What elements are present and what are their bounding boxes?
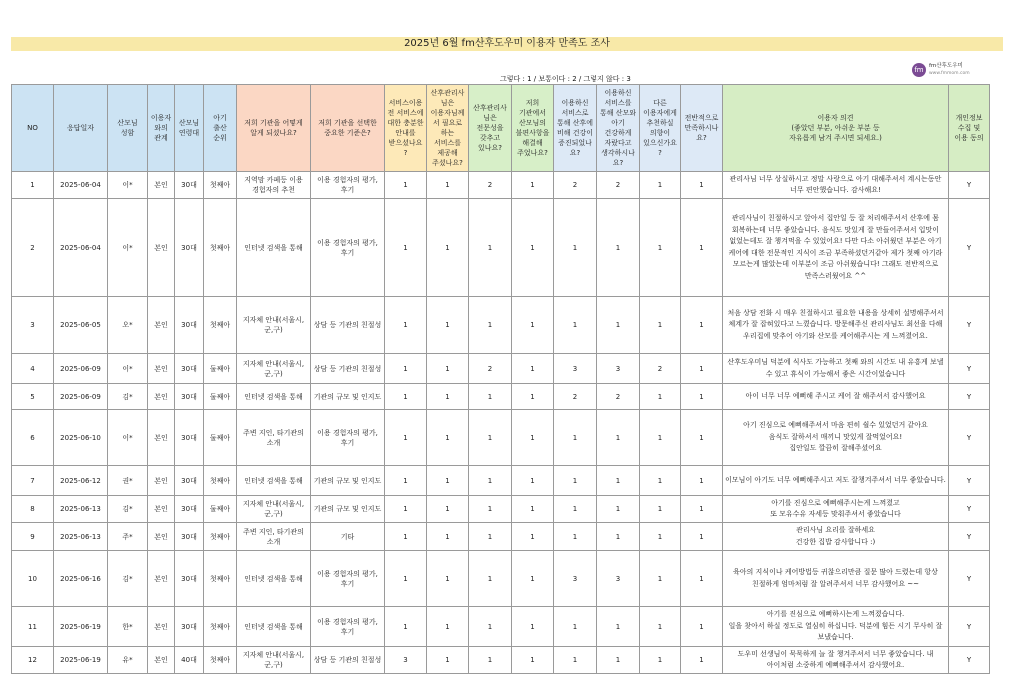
page-title: 2025년 6월 fm산후도우미 이용자 만족도 조사 [11, 37, 1003, 51]
table-cell: 1 [512, 647, 554, 674]
table-cell: 30대 [175, 410, 204, 466]
table-cell: 한* [108, 607, 148, 647]
table-cell: 3 [597, 354, 640, 384]
table-cell: 30대 [175, 297, 204, 354]
table-cell: 지자체 안내(서울시,군,구) [237, 647, 311, 674]
table-cell: 12 [12, 647, 54, 674]
table-cell: 상담 등 기관의 친절성 [311, 647, 385, 674]
column-header: 다른 이용자에게 추천하실 의향이 있으신가요? [640, 85, 681, 172]
table-cell: 2025-06-19 [54, 647, 108, 674]
table-cell: 첫째아 [204, 607, 237, 647]
table-cell: 1 [554, 496, 597, 523]
table-cell: Y [949, 466, 990, 496]
table-cell: 1 [681, 410, 723, 466]
table-cell: 2 [554, 172, 597, 199]
table-cell: 1 [385, 607, 427, 647]
table-cell: 7 [12, 466, 54, 496]
table-cell: 1 [597, 199, 640, 297]
table-cell: 김* [108, 551, 148, 607]
table-cell: Y [949, 384, 990, 410]
table-cell: 1 [640, 551, 681, 607]
table-cell: Y [949, 410, 990, 466]
table-cell: 1 [385, 523, 427, 551]
table-cell: 4 [12, 354, 54, 384]
table-cell: 1 [597, 466, 640, 496]
table-cell: Y [949, 647, 990, 674]
table-cell: 상담 등 기관의 친절성 [311, 354, 385, 384]
table-cell: 1 [469, 607, 512, 647]
opinion-cell: 산후도우미님 덕분에 식사도 가능하고 첫째 와의 시간도 내 유흥게 보낼 수 있고 휴식이 가능해서 좋은 시간이었습니다 [723, 354, 949, 384]
table-cell: 1 [427, 172, 469, 199]
table-cell: 이용 경험자의 평가, 후기 [311, 551, 385, 607]
table-cell: 1 [512, 354, 554, 384]
table-cell: 1 [640, 496, 681, 523]
table-cell: 지자체 안내(서울시,군,구) [237, 297, 311, 354]
column-header: 서비스이용 전 서비스에 대한 충분한 안내를 받으셨나요? [385, 85, 427, 172]
table-cell: 3 [597, 551, 640, 607]
table-cell: 1 [12, 172, 54, 199]
table-cell: 본인 [148, 647, 175, 674]
table-cell: 1 [640, 523, 681, 551]
table-cell: 본인 [148, 523, 175, 551]
table-cell: 1 [597, 523, 640, 551]
table-cell: 1 [681, 297, 723, 354]
table-cell: 본인 [148, 551, 175, 607]
table-cell: 1 [681, 466, 723, 496]
column-header: 저희 기관에서 산모님의 불편사항을 해결해 주었나요? [512, 85, 554, 172]
opinion-cell: 이모님이 아기도 너무 예뻐해주시고 저도 잘챙겨주셔서 너무 좋았습니다. [723, 466, 949, 496]
column-header: 개인정보 수집 및 이용 동의 [949, 85, 990, 172]
table-cell: 기관의 규모 및 인지도 [311, 466, 385, 496]
column-header: 이용자 의견 (좋았던 부분, 아쉬운 부분 등 자유롭게 남겨 주시면 되세요.) [723, 85, 949, 172]
table-cell: 3 [554, 551, 597, 607]
table-cell: 1 [597, 607, 640, 647]
table-body [12, 172, 990, 674]
opinion-cell: 관리사님 너무 상실하시고 정말 사랑으로 아기 대해주셔서 계시는동안 너무 편안했습니다. 감사해요! [723, 172, 949, 199]
table-cell: 2025-06-05 [54, 297, 108, 354]
table-cell: 1 [512, 607, 554, 647]
table-cell: 1 [427, 647, 469, 674]
table-cell: Y [949, 172, 990, 199]
table-cell: 1 [681, 172, 723, 199]
table-cell: 이* [108, 354, 148, 384]
table-cell: 본인 [148, 199, 175, 297]
table-cell: Y [949, 551, 990, 607]
column-header: 산후관리사님은 이용자님께서 필요로 하는 서비스를 제공해 주셨나요? [427, 85, 469, 172]
column-header: 전반적으로 만족하시나요? [681, 85, 723, 172]
table-cell: Y [949, 297, 990, 354]
table-cell: 이* [108, 172, 148, 199]
table-cell: 지자체 안내(서울시,군,구) [237, 496, 311, 523]
table-cell: 1 [427, 199, 469, 297]
table-cell: 주변 지인, 타기관의 소개 [237, 523, 311, 551]
table-cell: Y [949, 199, 990, 297]
table-cell: 2025-06-12 [54, 466, 108, 496]
table-cell: 2 [597, 384, 640, 410]
table-cell: 8 [12, 496, 54, 523]
table-cell: 1 [681, 551, 723, 607]
table-cell: 1 [385, 297, 427, 354]
table-cell: 1 [681, 384, 723, 410]
table-cell: 1 [427, 607, 469, 647]
table-cell: 첫째아 [204, 523, 237, 551]
table-cell: 김* [108, 496, 148, 523]
table-cell: 2 [469, 354, 512, 384]
opinion-cell: 처음 상담 전화 시 매우 친절하시고 필요한 내용을 상세히 설명해주셔서 체계가 잘 잡혀있다고 느꼈습니다. 방문해주신 관리사님도 최선을 다해 우리집에 맞추어 아기와 산모를 케어해주시는 게 느껴졌어요. [723, 297, 949, 354]
table-cell: 1 [640, 410, 681, 466]
table-cell: 1 [469, 523, 512, 551]
table-cell: 1 [469, 384, 512, 410]
table-cell: 1 [554, 466, 597, 496]
table-cell: 2 [12, 199, 54, 297]
column-header: 저희 기관을 어떻게 알게 되셨나요? [237, 85, 311, 172]
table-cell: 30대 [175, 199, 204, 297]
table-cell: 본인 [148, 172, 175, 199]
opinion-cell: 도우미 선생님이 묵묵하게 늘 잘 챙겨주셔서 너무 좋았습니다. 내 아이처럼 소중하게 예뻐해주셔서 감사했어요. [723, 647, 949, 674]
opinion-cell: 육아의 지식이나 케어방법등 귀찮으리만큼 질문 많아 드렸는데 항상 친절하게 엄마처럼 잘 알려주셔서 너무 감사했어요 ~~ [723, 551, 949, 607]
table-cell: 본인 [148, 384, 175, 410]
table-cell: 1 [597, 496, 640, 523]
rating-legend: 그렇다 : 1 / 보통이다 : 2 / 그렇지 않다 : 3 [500, 75, 631, 83]
table-cell: 상담 등 기관의 친절성 [311, 297, 385, 354]
table-cell: Y [949, 354, 990, 384]
table-cell: 인터넷 검색을 통해 [237, 551, 311, 607]
table-cell: 1 [385, 410, 427, 466]
table-row [12, 496, 990, 523]
table-cell: 1 [597, 410, 640, 466]
column-header: 산모님 연령대 [175, 85, 204, 172]
table-cell: 10 [12, 551, 54, 607]
table-cell: 5 [12, 384, 54, 410]
table-cell: 인터넷 검색을 통해 [237, 607, 311, 647]
table-cell: 2025-06-13 [54, 496, 108, 523]
table-cell: 1 [512, 466, 554, 496]
table-cell: 둘째아 [204, 354, 237, 384]
table-cell: 이* [108, 199, 148, 297]
table-cell: 1 [681, 199, 723, 297]
table-cell: 1 [385, 199, 427, 297]
table-cell: 1 [640, 647, 681, 674]
table-cell: 1 [640, 384, 681, 410]
table-row [12, 354, 990, 384]
table-cell: 9 [12, 523, 54, 551]
table-cell: 이용 경험자의 평가, 후기 [311, 607, 385, 647]
table-cell: 1 [554, 523, 597, 551]
table-row [12, 551, 990, 607]
table-cell: 2025-06-04 [54, 172, 108, 199]
column-header: 이용자와의 관계 [148, 85, 175, 172]
table-cell: 김* [108, 384, 148, 410]
table-cell: 이* [108, 410, 148, 466]
table-cell: 권* [108, 466, 148, 496]
table-cell: 30대 [175, 466, 204, 496]
table-cell: 2025-06-04 [54, 199, 108, 297]
table-row [12, 172, 990, 199]
table-cell: 인터넷 검색을 통해 [237, 199, 311, 297]
table-cell: 1 [640, 172, 681, 199]
table-cell: 주변 지인, 타기관의 소개 [237, 410, 311, 466]
table-cell: 1 [640, 607, 681, 647]
table-cell: 본인 [148, 496, 175, 523]
table-cell: 2025-06-13 [54, 523, 108, 551]
table-cell: 1 [512, 410, 554, 466]
table-cell: 30대 [175, 384, 204, 410]
table-cell: 첫째아 [204, 199, 237, 297]
column-header: NO [12, 85, 54, 172]
company-logo [912, 62, 970, 78]
table-cell: 1 [512, 384, 554, 410]
column-header: 산후관리사님은 전문성을 갖추고 있나요? [469, 85, 512, 172]
opinion-cell: 아이 너무 너무 예뻐해 주시고 케어 잘 해주셔서 감사했어요 [723, 384, 949, 410]
table-cell: 1 [554, 647, 597, 674]
table-cell: 1 [512, 172, 554, 199]
table-cell: 2 [469, 172, 512, 199]
table-cell: 2025-06-19 [54, 607, 108, 647]
table-cell: 인터넷 검색을 통해 [237, 384, 311, 410]
table-cell: 1 [681, 354, 723, 384]
column-header: 산모님 성함 [108, 85, 148, 172]
table-cell: 2025-06-10 [54, 410, 108, 466]
logo-name: fm산후도우미 [929, 63, 963, 69]
table-cell: 1 [640, 297, 681, 354]
table-cell: 11 [12, 607, 54, 647]
logo-mark-icon: fm [912, 63, 926, 77]
table-cell: 첫째아 [204, 466, 237, 496]
table-cell: 2025-06-09 [54, 384, 108, 410]
table-cell: 인터넷 검색을 통해 [237, 466, 311, 496]
table-cell: 유* [108, 647, 148, 674]
table-cell: 기타 [311, 523, 385, 551]
table-cell: 첫째아 [204, 551, 237, 607]
table-cell: 1 [640, 199, 681, 297]
table-cell: 1 [681, 523, 723, 551]
table-cell: 둘째아 [204, 496, 237, 523]
table-cell: 둘째아 [204, 410, 237, 466]
table-row [12, 466, 990, 496]
table-row [12, 297, 990, 354]
table-cell: 첫째아 [204, 172, 237, 199]
table-cell: 1 [427, 523, 469, 551]
opinion-cell: 관리사님이 친절하시고 앞아서 집안일 등 잘 처리해주셔서 산후에 몸 회복하는데 너무 좋았습니다. 음식도 맛있게 잘 만들어주셔서 입맛이 없었는데도 잘 챙겨먹을 수 있었어요! 다만 다소 아쉬웠던 부분은 아기 케어에 대한 전문적인 지식이 조금 부족하셨던거같아 제가 첫째 아기라 모르는게 많았는데 이부분이 조금 아쉬웠습니다! 그래도 전반적으로 만족스러웠어요 ^^ [723, 199, 949, 297]
opinion-cell: 관리사님 요리를 잘하세요 건강한 집밥 감사합니다 :) [723, 523, 949, 551]
table-cell: 1 [469, 647, 512, 674]
table-cell: 1 [554, 297, 597, 354]
table-row [12, 410, 990, 466]
table-cell: 3 [12, 297, 54, 354]
table-cell: 1 [385, 496, 427, 523]
table-cell: 이용 경험자의 평가, 후기 [311, 199, 385, 297]
table-row [12, 647, 990, 674]
table-cell: 6 [12, 410, 54, 466]
table-cell: 1 [385, 551, 427, 607]
table-cell: 2025-06-16 [54, 551, 108, 607]
table-cell: 30대 [175, 607, 204, 647]
table-cell: 본인 [148, 297, 175, 354]
table-cell: 본인 [148, 354, 175, 384]
opinion-cell: 아기를 진심으로 예뻐해주시는게 느껴졌고 또 모유수유 자세등 맞춰주셔서 좋았습니다 [723, 496, 949, 523]
table-cell: 30대 [175, 523, 204, 551]
table-cell: 1 [427, 354, 469, 384]
table-cell: 1 [554, 410, 597, 466]
table-row [12, 199, 990, 297]
table-cell: 1 [640, 466, 681, 496]
table-cell: 첫째아 [204, 297, 237, 354]
table-cell: 1 [385, 172, 427, 199]
column-header: 이용하신 서비스를 통해 산모와 아기 건강하게 자랐다고 생각하시나요? [597, 85, 640, 172]
table-cell: 본인 [148, 607, 175, 647]
table-cell: 30대 [175, 172, 204, 199]
table-cell: 이용 경험자의 평가, 후기 [311, 172, 385, 199]
survey-table [11, 84, 990, 674]
table-row [12, 607, 990, 647]
table-cell: 둘째아 [204, 384, 237, 410]
table-cell: 30대 [175, 354, 204, 384]
table-cell: 1 [385, 384, 427, 410]
table-cell: 1 [681, 647, 723, 674]
table-cell: Y [949, 523, 990, 551]
table-cell: 1 [427, 496, 469, 523]
table-cell: 지자체 안내(서울시,군,구) [237, 354, 311, 384]
table-cell: 1 [512, 199, 554, 297]
table-cell: 1 [469, 466, 512, 496]
table-cell: 40대 [175, 647, 204, 674]
table-cell: 1 [512, 496, 554, 523]
table-cell: 1 [469, 410, 512, 466]
table-cell: 지역맘 카페등 이용 경험자의 추천 [237, 172, 311, 199]
table-cell: 1 [681, 496, 723, 523]
header-row [12, 85, 990, 172]
table-cell: 오* [108, 297, 148, 354]
table-cell: 2025-06-09 [54, 354, 108, 384]
table-cell: 본인 [148, 410, 175, 466]
table-cell: Y [949, 607, 990, 647]
table-cell: 1 [469, 199, 512, 297]
table-cell: 1 [385, 466, 427, 496]
table-cell: 2 [597, 172, 640, 199]
table-row [12, 523, 990, 551]
table-cell: 기관의 규모 및 인지도 [311, 384, 385, 410]
table-cell: 1 [427, 384, 469, 410]
table-cell: 1 [554, 199, 597, 297]
table-cell: 2 [554, 384, 597, 410]
table-cell: 1 [597, 647, 640, 674]
table-cell: 1 [427, 410, 469, 466]
column-header: 아기 출산 순위 [204, 85, 237, 172]
opinion-cell: 아기 진심으로 예뻐해주셔서 마음 편히 쉴수 있었던거 같아요 음식도 잘하셔서 매끼니 맛있게 잘먹었어요! 집안일도 깔끔히 잘해주셨어요 [723, 410, 949, 466]
table-cell: 본인 [148, 466, 175, 496]
table-cell: 첫째아 [204, 647, 237, 674]
table-cell: 2 [640, 354, 681, 384]
table-cell: 1 [385, 354, 427, 384]
table-cell: 주* [108, 523, 148, 551]
table-cell: 3 [385, 647, 427, 674]
table-cell: 1 [427, 466, 469, 496]
table-cell: 1 [427, 551, 469, 607]
table-cell: 1 [512, 551, 554, 607]
table-cell: 30대 [175, 496, 204, 523]
table-cell: 1 [597, 297, 640, 354]
logo-url: www.fmmom.com [929, 71, 970, 76]
table-cell: 1 [469, 496, 512, 523]
column-header: 저희 기관을 선택한 중요한 기준은? [311, 85, 385, 172]
table-cell: 3 [554, 354, 597, 384]
column-header: 이용하신 서비스로 통해 산후에 비해 건강이 증진되었나요? [554, 85, 597, 172]
table-cell: 1 [512, 297, 554, 354]
table-cell: 기관의 규모 및 인지도 [311, 496, 385, 523]
table-cell: Y [949, 496, 990, 523]
table-cell: 1 [469, 297, 512, 354]
column-header: 응답일자 [54, 85, 108, 172]
table-cell: 이용 경험자의 평가, 후기 [311, 410, 385, 466]
table-cell: 1 [681, 607, 723, 647]
opinion-cell: 아기를 진심으로 예뻐하시는게 느껴졌습니다. 일을 찾아서 하실 정도로 열심히 하십니다. 덕분에 힘든 시기 무사히 잘 보냈습니다. [723, 607, 949, 647]
table-row [12, 384, 990, 410]
table-cell: 1 [469, 551, 512, 607]
table-cell: 30대 [175, 551, 204, 607]
table-cell: 1 [512, 523, 554, 551]
table-cell: 1 [554, 607, 597, 647]
table-cell: 1 [427, 297, 469, 354]
